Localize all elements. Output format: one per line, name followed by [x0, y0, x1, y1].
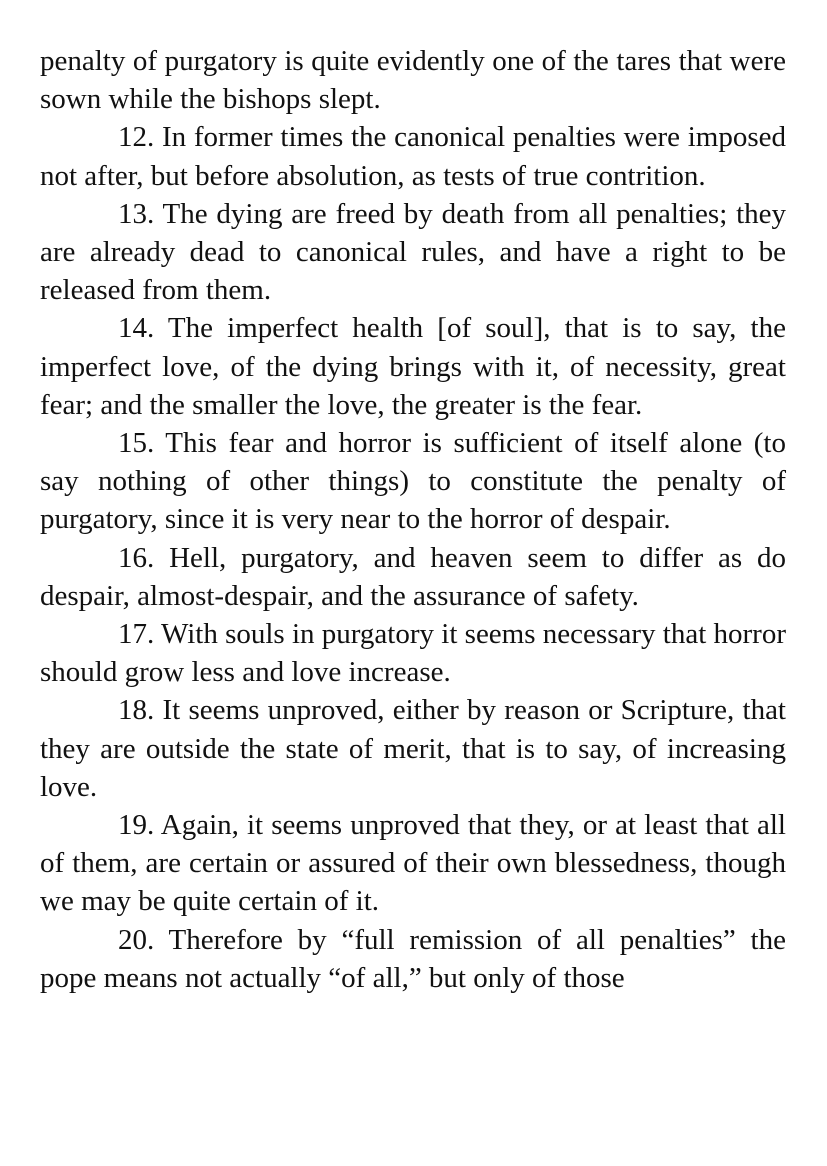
thesis-17: 17. With souls in purgatory it seems necessary that horror should grow less and love increase. [40, 618, 786, 689]
thesis-20: 20. Therefore by “full remission of all penalties” the pope means not actually “of all,” but only of those [40, 923, 786, 994]
thesis-18: 18. It seems unproved, either by reason or Scripture, that they are outside the state of merit, that is to say, of increasing love. [40, 694, 786, 803]
paragraph-continuation: penalty of purgatory is quite evidently one of the tares that were sown while the bishops slept. [40, 45, 786, 116]
thesis-15: 15. This fear and horror is sufficient of itself alone (to say nothing of other things) to constitute the penalty of purgatory, since it is very near to the horror of despair. [40, 427, 786, 536]
thesis-12: 12. In former times the canonical penalties were imposed not after, but before absolution, as tests of true contrition. [40, 121, 786, 192]
thesis-13: 13. The dying are freed by death from all penalties; they are already dead to canonical rules, and have a right to be released from them. [40, 197, 786, 307]
thesis-19: 19. Again, it seems unproved that they, or at least that all of them, are certain or assured of their own blessedness, though we may be quite certain of it. [40, 809, 786, 918]
thesis-14: 14. The imperfect health [of soul], that is to say, the imperfect love, of the dying brings with it, of necessity, great fear; and the smaller the love, the greater is the fear. [40, 312, 786, 421]
thesis-16: 16. Hell, purgatory, and heaven seem to differ as do despair, almost-despair, and the assurance of safety. [40, 541, 786, 612]
document-page [40, 42, 786, 997]
